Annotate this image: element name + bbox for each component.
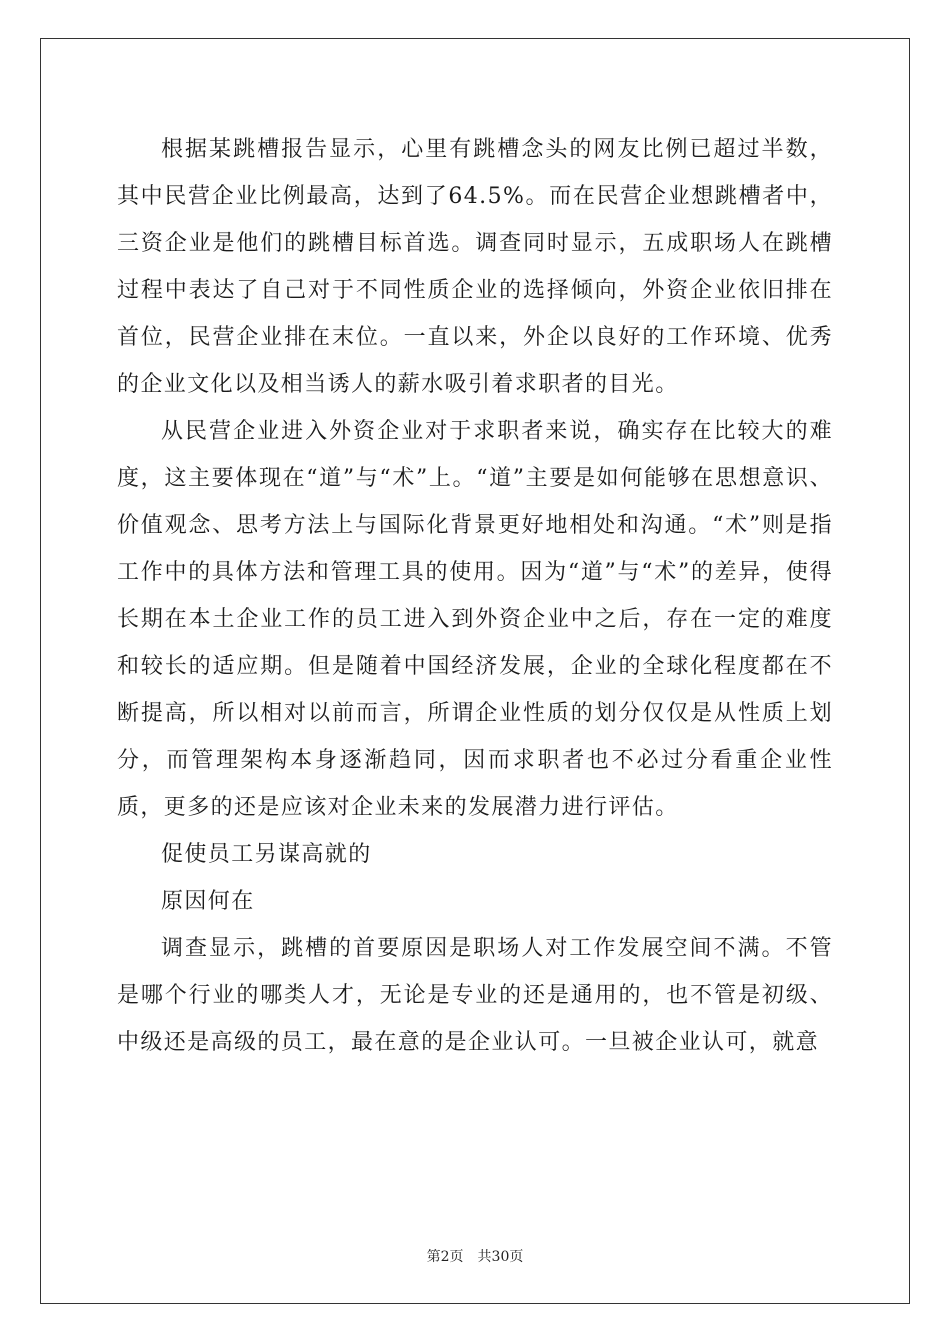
page-footer (0, 1246, 950, 1266)
paragraph: 促使员工另谋高就的 (161, 842, 372, 867)
page-number: 第2页 (426, 1249, 464, 1265)
paragraph: 调查显示，跳槽的首要原因是职场人对工作发展空间不满。不管是哪个行业的哪类人才，无论是专业的还是通用的，也不管是初级、中级还是高级的员工，最在意的是企业认可。一旦被企业认可，就意 (117, 936, 833, 1055)
document-body (117, 126, 833, 1066)
paragraph: 原因何在 (161, 889, 255, 914)
page-total: 共30页 (477, 1249, 524, 1265)
paragraph: 从民营企业进入外资企业对于求职者来说，确实存在比较大的难度，这主要体现在“道”与“术”上。“道”主要是如何能够在思想意识、价值观念、思考方法上与国际化背景更好地相处和沟通。“术”则是指工作中的具体方法和管理工具的使用。因为“道”与“术”的差异，使得长期在本土企业工作的员工进入到外资企业中之后，存在一定的难度和较长的适应期。但是随着中国经济发展，企业的全球化程度都在不断提高，所以相对以前而言，所谓企业性质的划分仅仅是从性质上划分，而管理架构本身逐渐趋同，因而求职者也不必过分看重企业性质，更多的还是应该对企业未来的发展潜力进行评估。 (117, 419, 833, 820)
paragraph: 根据某跳槽报告显示，心里有跳槽念头的网友比例已超过半数，其中民营企业比例最高，达到了64.5%。而在民营企业想跳槽者中，三资企业是他们的跳槽目标首选。调查同时显示，五成职场人在跳槽过程中表达了自己对于不同性质企业的选择倾向，外资企业依旧排在首位，民营企业排在末位。一直以来，外企以良好的工作环境、优秀的企业文化以及相当诱人的薪水吸引着求职者的目光。 (117, 137, 833, 397)
